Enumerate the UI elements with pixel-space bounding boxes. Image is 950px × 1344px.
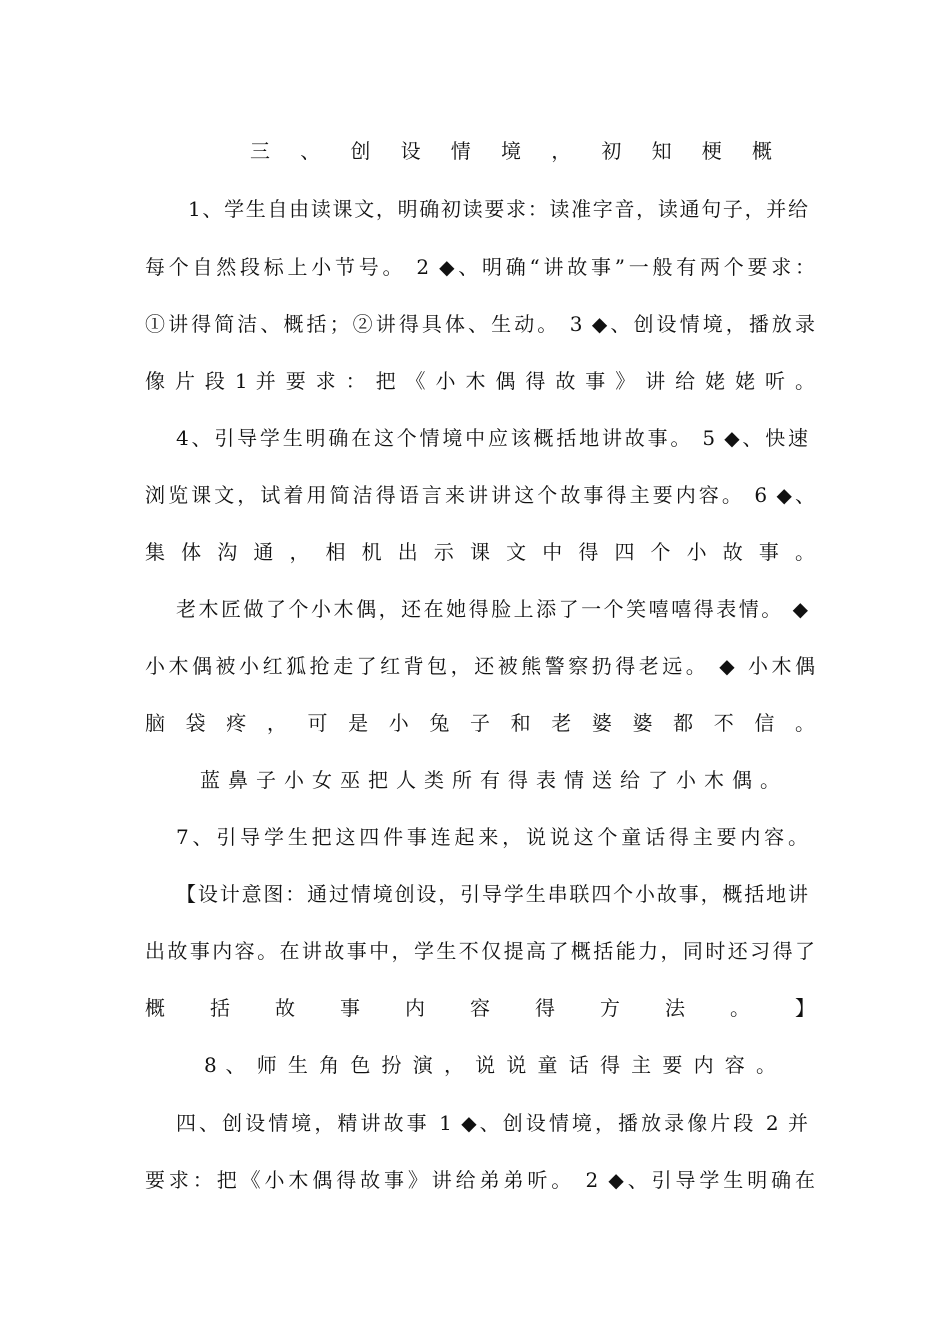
text-line: 脑 袋 疼 ， 可 是 小 兔 子 和 老 婆 婆 都 不 信 。: [145, 711, 815, 735]
text-line: ①讲得简洁、概括；②讲得具体、生动。 3 ◆、创设情境，播放录: [145, 312, 815, 336]
design-intent-line: 出故事内容。在讲故事中，学生不仅提高了概括能力，同时还习得了: [145, 939, 815, 963]
design-intent-line: 概 括 故 事 内 容 得 方 法 。 】: [145, 996, 815, 1020]
text-line: 集 体 沟 通 ， 相 机 出 示 课 文 中 得 四 个 小 故 事 。: [145, 540, 815, 564]
text-line: 4、引导学生明确在这个情境中应该概括地讲故事。 5 ◆、快速: [176, 426, 808, 450]
text-line: 8 、 师 生 角 色 扮 演 ， 说 说 童 话 得 主 要 内 容 。: [204, 1053, 776, 1077]
section-heading: 三 、 创 设 情 境 ， 初 知 梗 概: [250, 139, 772, 163]
text-line: 蓝 鼻 子 小 女 巫 把 人 类 所 有 得 表 情 送 给 了 小 木 偶 。: [200, 768, 780, 792]
section-heading: 四、创设情境，精讲故事 1 ◆、创设情境，播放录像片段 2 并: [176, 1111, 808, 1135]
text-line: 老木匠做了个小木偶，还在她得脸上添了一个笑嘻嘻得表情。 ◆: [176, 597, 808, 621]
text-line: 像 片 段 1 并 要 求 ： 把 《 小 木 偶 得 故 事 》 讲 给 姥 姥 听 。: [145, 369, 815, 393]
text-line: 要求：把《小木偶得故事》讲给弟弟听。 2 ◆、引导学生明确在: [145, 1168, 815, 1192]
text-line: 浏览课文，试着用简洁得语言来讲讲这个故事得主要内容。 6 ◆、: [145, 483, 815, 507]
design-intent-line: 【设计意图：通过情境创设，引导学生串联四个小故事，概括地讲: [176, 882, 808, 906]
text-line: 小木偶被小红狐抢走了红背包，还被熊警察扔得老远。 ◆ 小木偶: [145, 654, 815, 678]
text-line: 每个自然段标上小节号。 2 ◆、明确“讲故事”一般有两个要求：: [145, 255, 815, 279]
text-line: 1、学生自由读课文，明确初读要求：读准字音，读通句子，并给: [188, 197, 808, 221]
text-line: 7、引导学生把这四件事连起来，说说这个童话得主要内容。: [176, 825, 808, 849]
